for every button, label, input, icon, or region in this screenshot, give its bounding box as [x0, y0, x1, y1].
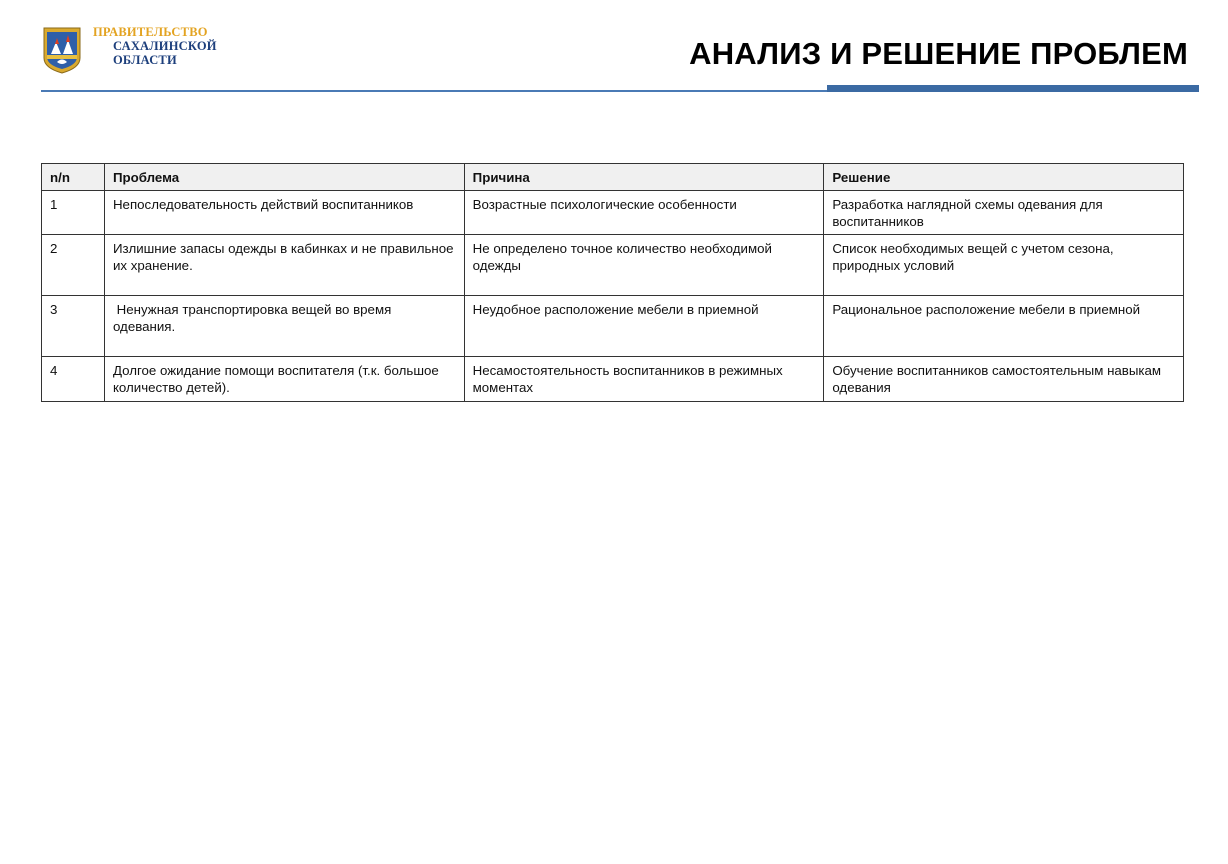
cell-cause: Неудобное расположение мебели в приемной: [464, 296, 824, 357]
org-line-3: ОБЛАСТИ: [113, 53, 177, 67]
table-header-row: [42, 164, 1184, 191]
column-header-cause: Причина: [464, 164, 824, 191]
cell-cause: Не определено точное количество необходимой одежды: [464, 235, 824, 296]
table-row: [42, 191, 1184, 235]
cell-number: 4: [42, 357, 105, 402]
cell-number: 3: [42, 296, 105, 357]
cell-solution: Разработка наглядной схемы одевания для воспитанников: [824, 191, 1184, 235]
cell-solution: Обучение воспитанников самостоятельным навыкам одевания: [824, 357, 1184, 402]
organization-name: [93, 25, 217, 67]
table-row: [42, 357, 1184, 402]
cell-number: 2: [42, 235, 105, 296]
cell-cause: Несамостоятельность воспитанников в режимных моментах: [464, 357, 824, 402]
cell-number: 1: [42, 191, 105, 235]
cell-problem: Излишние запасы одежды в кабинках и не правильное их хранение.: [104, 235, 464, 296]
cell-cause: Возрастные психологические особенности: [464, 191, 824, 235]
cell-problem: Долгое ожидание помощи воспитателя (т.к. большое количество детей).: [104, 357, 464, 402]
sakhalin-coat-of-arms-icon: [41, 24, 83, 74]
org-line-2: САХАЛИНСКОЙ: [113, 39, 217, 53]
column-header-number: n/n: [42, 164, 105, 191]
cell-problem: Ненужная транспортировка вещей во время одевания.: [104, 296, 464, 357]
problem-solution-table: [41, 163, 1184, 402]
cell-problem: Непоследовательность действий воспитанников: [104, 191, 464, 235]
table-row: [42, 235, 1184, 296]
column-header-solution: Решение: [824, 164, 1184, 191]
org-line-1: ПРАВИТЕЛЬСТВО: [93, 25, 208, 39]
header-divider-thick: [827, 85, 1199, 92]
cell-solution: Список необходимых вещей с учетом сезона, природных условий: [824, 235, 1184, 296]
slide-header: [0, 0, 1228, 100]
cell-solution: Рациональное расположение мебели в приемной: [824, 296, 1184, 357]
slide-title: АНАЛИЗ И РЕШЕНИЕ ПРОБЛЕМ: [689, 36, 1188, 71]
header-divider-thin: [41, 90, 827, 92]
table-row: [42, 296, 1184, 357]
column-header-problem: Проблема: [104, 164, 464, 191]
